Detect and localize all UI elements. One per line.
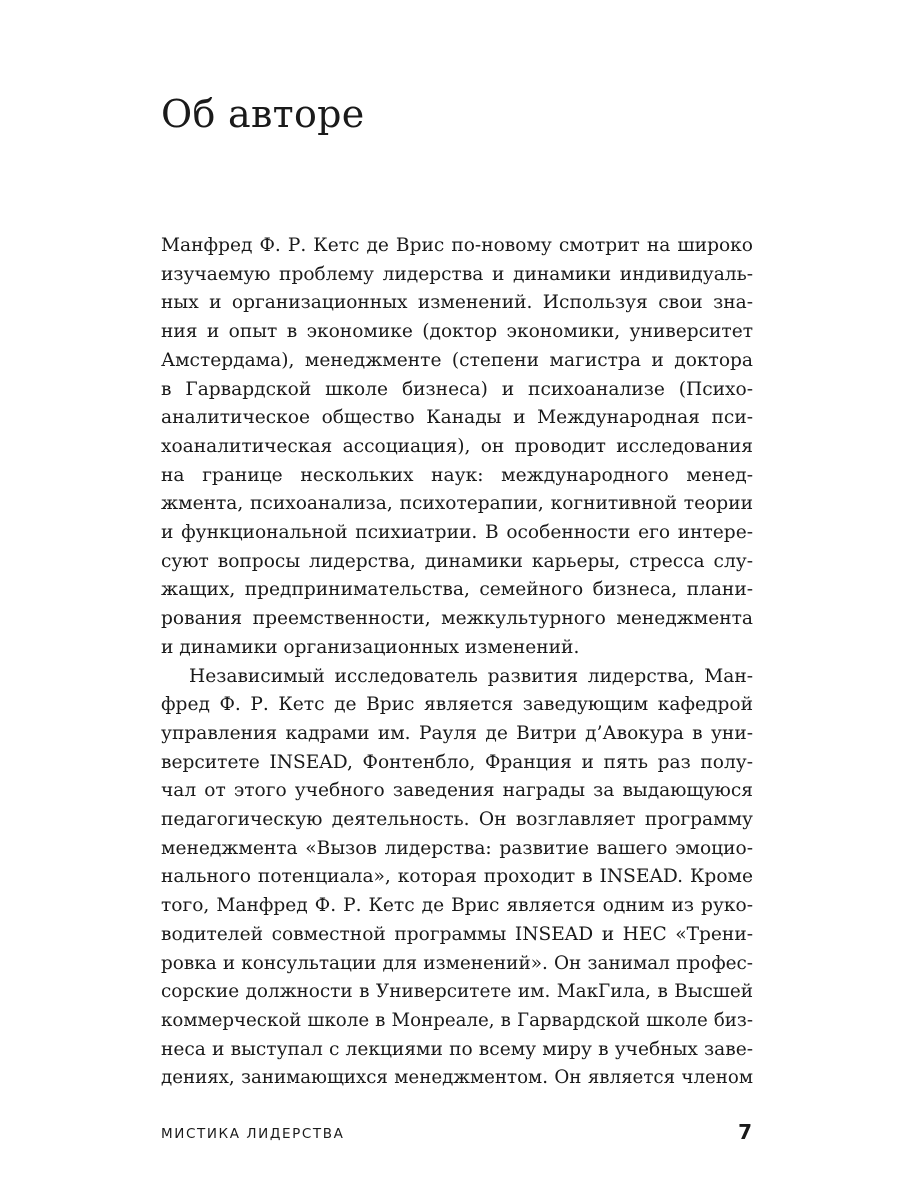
- text-line: суют вопросы лидерства, динамики карьеры, стресса слу-: [161, 550, 753, 572]
- page-number: 7: [738, 1120, 752, 1144]
- text-line: ния и опыт в экономике (доктор экономики, университет: [161, 321, 753, 343]
- text-line: Манфред Ф. Р. Кетс де Врис по-новому смотрит на широко: [161, 235, 753, 256]
- text-line: педагогическую деятельность. Он возглавляет программу: [161, 809, 753, 831]
- text-line: чал от этого учебного заведения награды за выдающуюся: [161, 780, 753, 802]
- paragraph-2: [161, 663, 753, 1094]
- text-line: ных и организационных изменений. Используя свои зна-: [161, 292, 753, 314]
- text-line: верситете INSEAD, Фонтенбло, Франция и пять раз полу-: [161, 751, 753, 773]
- text-line: фред Ф. Р. Кетс де Врис является заведующим кафедрой: [161, 694, 753, 716]
- text-line: менеджмента «Вызов лидерства: развитие вашего эмоцио-: [161, 837, 753, 859]
- text-line: Амстердама), менеджменте (степени магистра и доктора: [161, 349, 753, 371]
- text-line: аналитическое общество Канады и Международная пси-: [161, 407, 753, 429]
- text-line: сорские должности в Университете им. МакГила, в Высшей: [161, 981, 753, 1003]
- page-title: Об авторе: [161, 92, 365, 136]
- text-line: жащих, предпринимательства, семейного бизнеса, плани-: [161, 579, 753, 601]
- text-line: водителей совместной программы INSEAD и HEC «Трени-: [161, 923, 753, 945]
- text-line: и динамики организационных изменений.: [161, 636, 580, 658]
- text-line: дениях, занимающихся менеджментом. Он является членом: [161, 1067, 753, 1089]
- running-footer-book-title: МИСТИКА ЛИДЕРСТВА: [161, 1126, 345, 1142]
- text-line: изучаемую проблему лидерства и динамики индивидуаль-: [161, 263, 753, 285]
- text-line: рования преемственности, межкультурного менеджмента: [161, 608, 753, 630]
- text-line: коммерческой школе в Монреале, в Гарвардской школе биз-: [161, 1009, 753, 1031]
- text-line: и функциональной психиатрии. В особенности его интере-: [161, 522, 753, 544]
- text-line: Независимый исследователь развития лидерства, Ман-: [189, 665, 753, 687]
- text-line: хоаналитическая ассоциация), он проводит исследования: [161, 435, 753, 457]
- text-line: нального потенциала», которая проходит в INSEAD. Кроме: [161, 866, 753, 888]
- body-text: [161, 232, 753, 1093]
- text-line: жмента, психоанализа, психотерапии, когнитивной теории: [161, 493, 753, 515]
- paragraph-1: [161, 232, 753, 663]
- text-line: в Гарвардской школе бизнеса) и психоанализе (Психо-: [161, 378, 753, 400]
- text-line: управления кадрами им. Рауля де Витри д’Авокура в уни-: [161, 722, 753, 744]
- text-line: неса и выступал с лекциями по всему миру в учебных заве-: [161, 1038, 753, 1060]
- text-line: того, Манфред Ф. Р. Кетс де Врис является одним из руко-: [161, 895, 753, 917]
- text-line: на границе нескольких наук: международного менед-: [161, 464, 753, 486]
- text-line: ровка и консультации для изменений». Он занимал профес-: [161, 952, 753, 974]
